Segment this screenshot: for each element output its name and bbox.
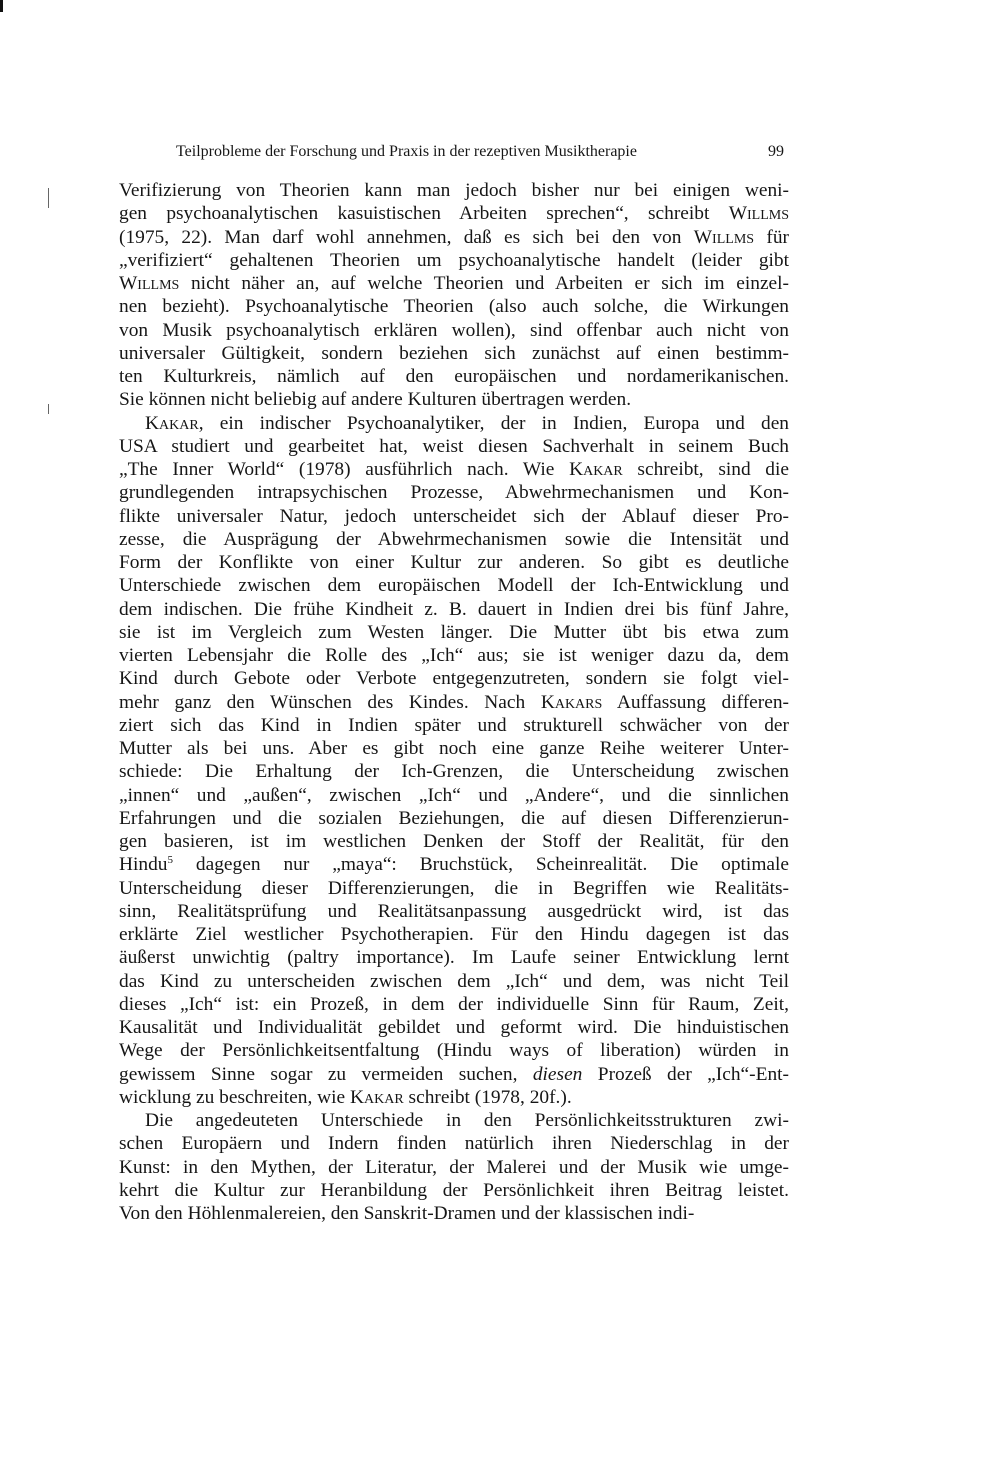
- text-line: sinn, Realitätsprüfung und Realitätsanpassung ausgedrückt wird, ist das: [119, 900, 789, 922]
- text-line: zesse, die Ausprägung der Abwehrmechanismen sowie die Intensität und: [119, 528, 789, 550]
- footnote-marker: 5: [167, 854, 173, 867]
- text-line: Kind durch Gebote oder Verbote entgegenzutreten, sondern sie folgt viel-: [119, 668, 789, 690]
- text-line: Willms nicht näher an, auf welche Theorien und Arbeiten er sich im einzel-: [119, 273, 789, 294]
- text-line: ziert sich das Kind in Indien später und strukturell schwächer von der: [119, 714, 789, 736]
- text-line: Sie können nicht beliebig auf andere Kulturen übertragen werden.: [119, 389, 632, 411]
- text-line: (1975, 22). Man darf wohl annehmen, daß es sich bei den von Willms für: [119, 226, 789, 248]
- text-line: nen bezieht). Psychoanalytische Theorien (also auch solche, die Wirkungen: [119, 296, 789, 318]
- text-line: Unterschiede zwischen dem europäischen Modell der Ich-Entwicklung und: [119, 575, 789, 597]
- text-line: flikte universaler Natur, jedoch unterscheidet sich der Ablauf dieser Pro-: [119, 505, 789, 527]
- text-line: gewissem Sinne sogar zu vermeiden suchen, diesen Prozeß der „Ich“-Ent-: [119, 1063, 789, 1085]
- scan-margin-mark: [48, 188, 49, 208]
- text-line: sie ist im Vergleich zum Westen länger. Die Mutter übt bis etwa zum: [119, 621, 789, 643]
- text-line: ten Kulturkreis, nämlich auf den europäischen und nordamerikanischen.: [119, 366, 789, 387]
- scan-edge-mark: [0, 0, 3, 12]
- text-line: gen psychoanalytischen kasuistischen Arbeiten sprechen“, schreibt Willms: [119, 203, 789, 225]
- text-line: mehr ganz den Wünschen des Kindes. Nach Kakars Auffassung differen-: [119, 691, 789, 713]
- author-name: Kakar: [145, 412, 199, 434]
- text-line: Die angedeuteten Unterschiede in den Persönlichkeitsstrukturen zwi-: [145, 1110, 789, 1131]
- author-name: Kakars: [540, 691, 603, 713]
- text-line: Hindu$^5$ dagegen nur „maya“: Bruchstück, Scheinrealität. Die optimale: [119, 854, 789, 876]
- text-line: äußerst unwichtig (paltry importance). Im Laufe seiner Entwicklung lernt: [119, 947, 789, 969]
- author-name: Willms: [119, 273, 180, 294]
- text-line: erklärte Ziel westlicher Psychotherapien. Für den Hindu dagegen ist das: [119, 924, 789, 945]
- text-line: „innen“ und „außen“, zwischen „Ich“ und „Andere“, und die sinnlichen: [119, 784, 789, 806]
- text-line: Kakar, ein indischer Psychoanalytiker, der in Indien, Europa und den: [145, 412, 789, 434]
- paragraph: [119, 1109, 789, 1225]
- text-line: Mutter als bei uns. Aber es gibt noch eine ganze Reihe weiterer Unter-: [119, 738, 789, 759]
- running-head: [176, 143, 784, 165]
- text-line: von Musik psychoanalytisch erklären wollen), sind offenbar auch nicht von: [119, 319, 789, 341]
- text-line: schiede: Die Erhaltung der Ich-Grenzen, die Unterscheidung zwischen: [119, 761, 789, 783]
- author-name: Willms: [728, 203, 789, 225]
- text-line: Form der Konflikte von einer Kultur zur anderen. So gibt es deutliche: [119, 552, 789, 573]
- text-line: grundlegenden intrapsychischen Prozesse, Abwehrmechanismen und Kon-: [119, 482, 789, 504]
- paragraph: [119, 412, 789, 1110]
- text-line: Verifizierung von Theorien kann man jedoch bisher nur bei einigen weni-: [119, 180, 789, 201]
- text-line: universaler Gültigkeit, sondern beziehen sich zunächst auf einen bestimm-: [119, 342, 789, 364]
- text-line: dem indischen. Die frühe Kindheit z. B. dauert in Indien drei bis fünf Jahre,: [119, 598, 789, 620]
- text-line: „verifiziert“ gehaltenen Theorien um psychoanalytische handelt (leider gibt: [119, 249, 789, 271]
- text-line: wicklung zu beschreiten, wie Kakar schreibt (1978, 20f.).: [119, 1086, 572, 1108]
- author-name: Kakar: [569, 459, 623, 480]
- running-title: Teilprobleme der Forschung und Praxis in der rezeptiven Musiktherapie: [176, 143, 637, 160]
- text-line: „The Inner World“ (1978) ausführlich nach. Wie Kakar schreibt, sind die: [119, 459, 789, 480]
- text-line: Unterscheidung dieser Differenzierungen, die in Begriffen wie Realitäts-: [119, 877, 789, 899]
- text-line: Wege der Persönlichkeitsentfaltung (Hindu ways of liberation) würden in: [119, 1040, 789, 1062]
- text-line: Von den Höhlenmalereien, den Sanskrit-Dramen und der klassischen indi-: [119, 1203, 695, 1224]
- author-name: Kakar: [350, 1086, 404, 1108]
- author-name: Willms: [693, 226, 755, 248]
- text-line: das Kind zu unterscheiden zwischen dem „Ich“ und dem, was nicht Teil: [119, 970, 789, 992]
- scan-margin-mark: [48, 404, 49, 414]
- paragraph: [119, 179, 789, 412]
- page-number: 99: [768, 143, 784, 160]
- text-line: USA studiert und gearbeitet hat, weist diesen Sachverhalt in seinem Buch: [119, 435, 789, 457]
- text-line: gen basieren, ist im westlichen Denken der Stoff der Realität, für den: [119, 831, 789, 852]
- body-text: [119, 179, 789, 1225]
- emphasis: diesen: [532, 1063, 583, 1085]
- text-line: vierten Lebensjahr die Rolle des „Ich“ aus; sie ist weniger dazu da, dem: [119, 645, 789, 666]
- text-line: Kausalität und Individualität gebildet und geformt wird. Die hinduistischen: [119, 1017, 789, 1038]
- text-line: schen Europäern und Indern finden natürlich ihren Niederschlag in der: [119, 1133, 789, 1155]
- text-line: Kunst: in den Mythen, der Literatur, der Malerei und der Musik wie umge-: [119, 1156, 789, 1178]
- text-line: kehrt die Kultur zur Heranbildung der Persönlichkeit ihren Beitrag leistet.: [119, 1179, 789, 1201]
- text-line: dieses „Ich“ ist: ein Prozeß, in dem der individuelle Sinn für Raum, Zeit,: [119, 993, 789, 1015]
- text-line: Erfahrungen und die sozialen Beziehungen, die auf diesen Differenzierun-: [119, 807, 789, 829]
